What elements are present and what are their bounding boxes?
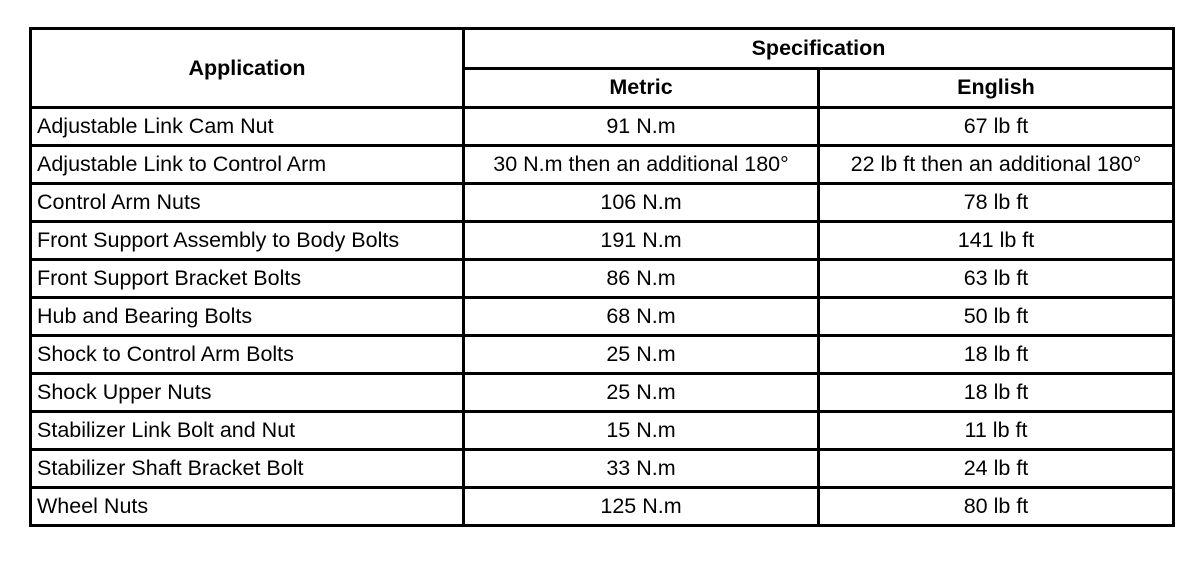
metric-cell: 68 N.m	[464, 298, 819, 336]
table-row	[31, 108, 1174, 146]
fastener-spec-table	[29, 27, 1175, 527]
table-row	[31, 222, 1174, 260]
english-cell: 80 lb ft	[819, 488, 1174, 526]
table-row	[31, 488, 1174, 526]
application-cell: Control Arm Nuts	[31, 184, 464, 222]
application-cell: Stabilizer Shaft Bracket Bolt	[31, 450, 464, 488]
english-cell: 78 lb ft	[819, 184, 1174, 222]
application-cell: Hub and Bearing Bolts	[31, 298, 464, 336]
english-cell: 24 lb ft	[819, 450, 1174, 488]
application-header: Application	[31, 29, 464, 108]
metric-cell: 125 N.m	[464, 488, 819, 526]
table-row	[31, 412, 1174, 450]
table-row	[31, 336, 1174, 374]
application-cell: Shock to Control Arm Bolts	[31, 336, 464, 374]
table-row	[31, 298, 1174, 336]
table-row	[31, 260, 1174, 298]
application-cell: Adjustable Link to Control Arm	[31, 146, 464, 184]
application-cell: Front Support Bracket Bolts	[31, 260, 464, 298]
metric-cell: 25 N.m	[464, 336, 819, 374]
table-row	[31, 146, 1174, 184]
table-header	[31, 29, 1174, 108]
table-body	[31, 108, 1174, 526]
metric-cell: 15 N.m	[464, 412, 819, 450]
table-row	[31, 450, 1174, 488]
english-cell: 18 lb ft	[819, 336, 1174, 374]
application-cell: Stabilizer Link Bolt and Nut	[31, 412, 464, 450]
table-row	[31, 374, 1174, 412]
application-cell: Front Support Assembly to Body Bolts	[31, 222, 464, 260]
header-row-top	[31, 29, 1174, 69]
table-row	[31, 184, 1174, 222]
application-cell: Adjustable Link Cam Nut	[31, 108, 464, 146]
english-cell: 141 lb ft	[819, 222, 1174, 260]
english-cell: 50 lb ft	[819, 298, 1174, 336]
english-header: English	[819, 68, 1174, 108]
metric-cell: 91 N.m	[464, 108, 819, 146]
metric-cell: 33 N.m	[464, 450, 819, 488]
metric-cell: 30 N.m then an additional 180°	[464, 146, 819, 184]
application-cell: Shock Upper Nuts	[31, 374, 464, 412]
metric-cell: 191 N.m	[464, 222, 819, 260]
metric-cell: 86 N.m	[464, 260, 819, 298]
metric-header: Metric	[464, 68, 819, 108]
metric-cell: 25 N.m	[464, 374, 819, 412]
english-cell: 18 lb ft	[819, 374, 1174, 412]
metric-cell: 106 N.m	[464, 184, 819, 222]
specification-header: Specification	[464, 29, 1174, 69]
english-cell: 67 lb ft	[819, 108, 1174, 146]
application-cell: Wheel Nuts	[31, 488, 464, 526]
english-cell: 63 lb ft	[819, 260, 1174, 298]
english-cell: 11 lb ft	[819, 412, 1174, 450]
english-cell: 22 lb ft then an additional 180°	[819, 146, 1174, 184]
